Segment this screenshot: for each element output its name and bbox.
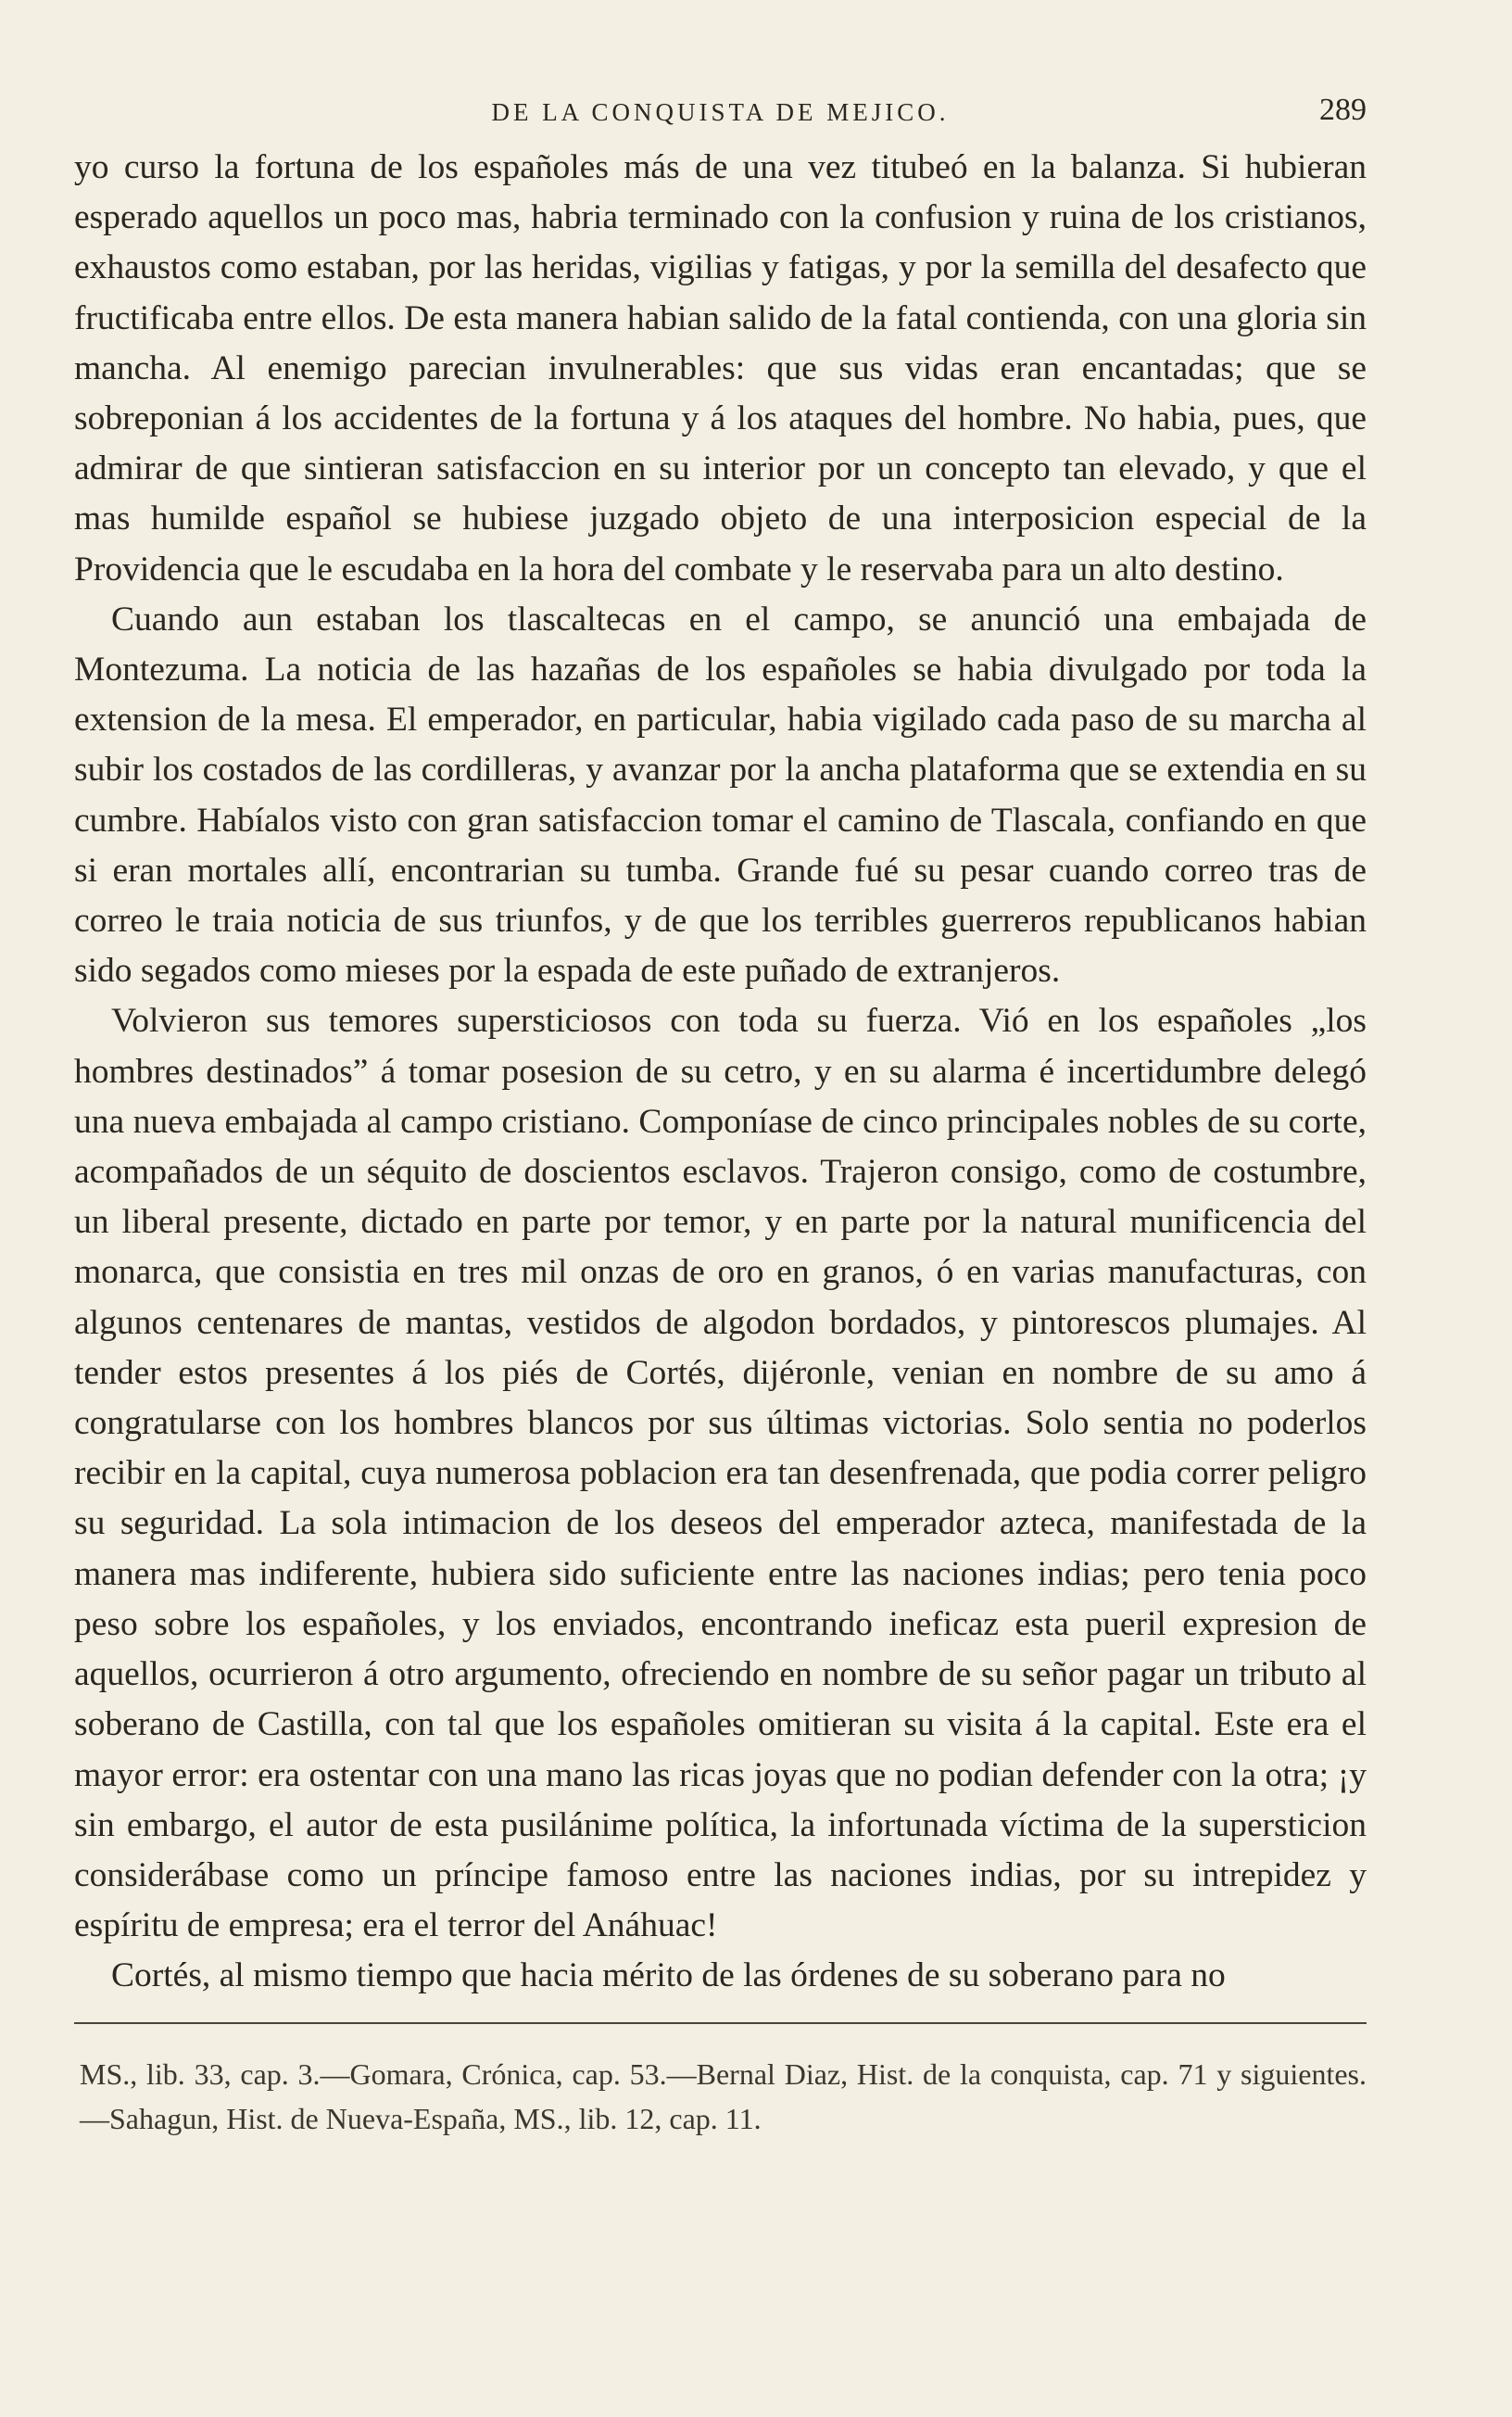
paragraph: Cuando aun estaban los tlascaltecas en el campo, se anunció una embajada de Montezuma. La noticia de las hazañas de los españoles se habia divulgado por toda la extension de la mesa. El emperador, en particular, habia vigilado cada paso de su marcha al subir los costados de las cordilleras, y avanzar por la ancha plataforma que se extendia en su cumbre. Habíalos visto con gran satisfaccion tomar el camino de Tlascala, confiando en que si eran mortales allí, encontrarian su tumba. Grande fué su pesar cuando correo tras de correo le traia noticia de sus triunfos, y de que los terribles guerreros republicanos habian sido segados como mieses por la espada de este puñado de extranjeros. xyxy=(74,600,1367,991)
body-text xyxy=(74,143,1367,2002)
paragraph: Cortés, al mismo tiempo que hacia mérito de las órdenes de su soberano para no xyxy=(111,1956,1226,1995)
paragraph-continuation: yo curso la fortuna de los españoles más de una vez titubeó en la balanza. Si hubieran esperado aquellos un poco mas, habria terminado con la confusion y ruina de los cristianos, exhaustos como estaban, por las heridas, vigilias y fatigas, y por la semilla del desafecto que fructificaba entre ellos. De esta manera habian salido de la fatal contienda, con una gloria sin mancha. Al enemigo parecian invulnerables: que sus vidas eran encantadas; que se sobreponian á los accidentes de la fortuna y á los ataques del hombre. No habia, pues, que admirar de que sintieran satisfaccion en su interior por un concepto tan elevado, y que el mas humilde español se hubiese juzgado objeto de una interposicion especial de la Providencia que le escudaba en la hora del combate y le reservaba para un alto destino. xyxy=(74,148,1367,588)
running-head xyxy=(74,93,1367,135)
running-title: DE LA CONQUISTA DE MEJICO. xyxy=(491,98,950,126)
book-page xyxy=(74,93,1367,2141)
paragraph: Volvieron sus temores supersticiosos con toda su fuerza. Vió en los españoles „los hombres destinados” á tomar posesion de su cetro, y en su alarma é incertidumbre delegó una nueva embajada al campo cristiano. Componíase de cinco principales nobles de su corte, acompañados de un séquito de doscientos esclavos. Trajeron consigo, como de costumbre, un liberal presente, dictado en parte por temor, y en parte por la natural munificencia del monarca, que consistia en tres mil onzas de oro en granos, ó en varias manufacturas, con algunos centenares de mantas, vestidos de algodon bordados, y pintorescos plumajes. Al tender estos presentes á los piés de Cortés, dijéronle, venian en nombre de su amo á congratularse con los hombres blancos por sus últimas victorias. Solo sentia no poderlos recibir en la capital, cuya numerosa poblacion era tan desenfrenada, que podia correr peligro su seguridad. La sola intimacion de los deseos del emperador azteca, manifestada de la manera mas indiferente, hubiera sido suficiente entre las naciones indias; pero tenia poco peso sobre los españoles, y los enviados, encontrando ineficaz esta pueril expresion de aquellos, ocurrieron á otro argumento, ofreciendo en nombre de su señor pagar un tributo al soberano de Castilla, con tal que los españoles omitieran su visita á la capital. Este era el mayor error: era ostentar con una mano las ricas joyas que no podian defender con la otra; ¡y sin embargo, el autor de esta pusilánime política, la infortunada víctima de la supersticion considerábase como un príncipe famoso entre las naciones indias, por su intrepidez y espíritu de empresa; era el terror del Anáhuac! xyxy=(74,1002,1367,1945)
footnote: MS., lib. 33, cap. 3.—Gomara, Crónica, cap. 53.—Bernal Diaz, Hist. de la conquista, cap. 71 y siguientes.—Sahagun, Hist. de Nueva-España, MS., lib. 12, cap. 11. xyxy=(80,2056,1367,2135)
page-number: 289 xyxy=(1319,93,1367,127)
footnote-divider xyxy=(74,2022,1367,2024)
